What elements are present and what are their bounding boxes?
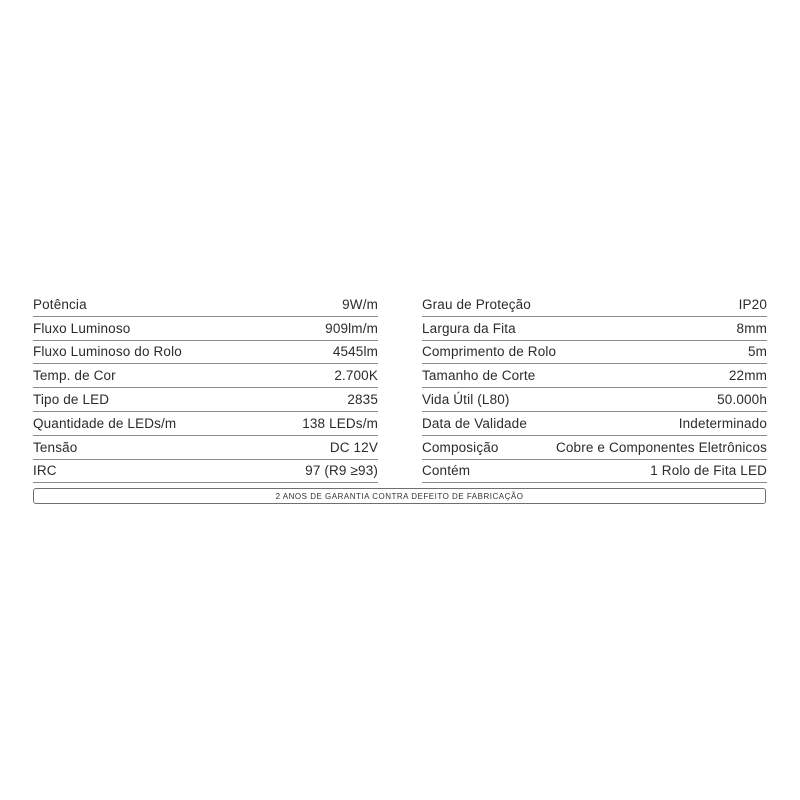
spec-value: 97 (R9 ≥93) — [305, 463, 378, 479]
spec-row — [33, 293, 378, 317]
spec-row — [33, 460, 378, 484]
spec-value: 1 Rolo de Fita LED — [650, 463, 767, 479]
spec-value: 2.700K — [334, 368, 378, 384]
spec-value: 9W/m — [342, 296, 378, 312]
spec-value: 22mm — [728, 368, 767, 384]
spec-label: Composição — [422, 439, 499, 455]
spec-row — [422, 341, 767, 365]
spec-row — [33, 364, 378, 388]
spec-value: 4545lm — [332, 344, 378, 360]
spec-label: Tipo de LED — [33, 392, 110, 408]
warranty-text: 2 ANOS DE GARANTIA CONTRA DEFEITO DE FABRICAÇÃO — [275, 491, 524, 501]
spec-label: Fluxo Luminoso do Rolo — [33, 344, 182, 360]
spec-row — [422, 293, 767, 317]
spec-row — [422, 436, 767, 460]
spec-label: Temp. de Cor — [33, 368, 116, 384]
spec-row — [422, 388, 767, 412]
spec-label: Data de Validade — [422, 415, 527, 431]
spec-value: 5m — [747, 344, 767, 360]
spec-label: Quantidade de LEDs/m — [33, 415, 177, 431]
spec-row — [33, 341, 378, 365]
spec-label: Comprimento de Rolo — [422, 344, 557, 360]
spec-value: 50.000h — [717, 392, 767, 408]
spec-row — [422, 412, 767, 436]
warranty-banner — [33, 488, 766, 504]
spec-row — [422, 460, 767, 484]
spec-label: Potência — [33, 296, 87, 312]
spec-value: 2835 — [347, 392, 378, 408]
spec-row — [33, 388, 378, 412]
spec-row — [33, 317, 378, 341]
spec-row — [422, 317, 767, 341]
spec-value: Cobre e Componentes Eletrônicos — [555, 439, 767, 455]
spec-label: Grau de Proteção — [422, 296, 531, 312]
spec-label: Largura da Fita — [422, 320, 516, 336]
spec-row — [422, 364, 767, 388]
spec-value: 8mm — [736, 320, 767, 336]
spec-value: Indeterminado — [678, 415, 767, 431]
spec-row — [33, 436, 378, 460]
spec-label: Tensão — [33, 439, 78, 455]
spec-value: 909lm/m — [325, 320, 378, 336]
spec-row — [33, 412, 378, 436]
spec-label: Fluxo Luminoso — [33, 320, 131, 336]
spec-label: IRC — [33, 463, 57, 479]
spec-label: Vida Útil (L80) — [422, 392, 510, 408]
spec-label: Tamanho de Corte — [422, 368, 536, 384]
spec-value: DC 12V — [329, 439, 378, 455]
spec-label: Contém — [422, 463, 471, 479]
spec-column-right — [422, 293, 767, 483]
spec-value: 138 LEDs/m — [302, 415, 378, 431]
spec-table — [33, 293, 767, 483]
spec-value: IP20 — [738, 296, 767, 312]
spec-column-left — [33, 293, 378, 483]
